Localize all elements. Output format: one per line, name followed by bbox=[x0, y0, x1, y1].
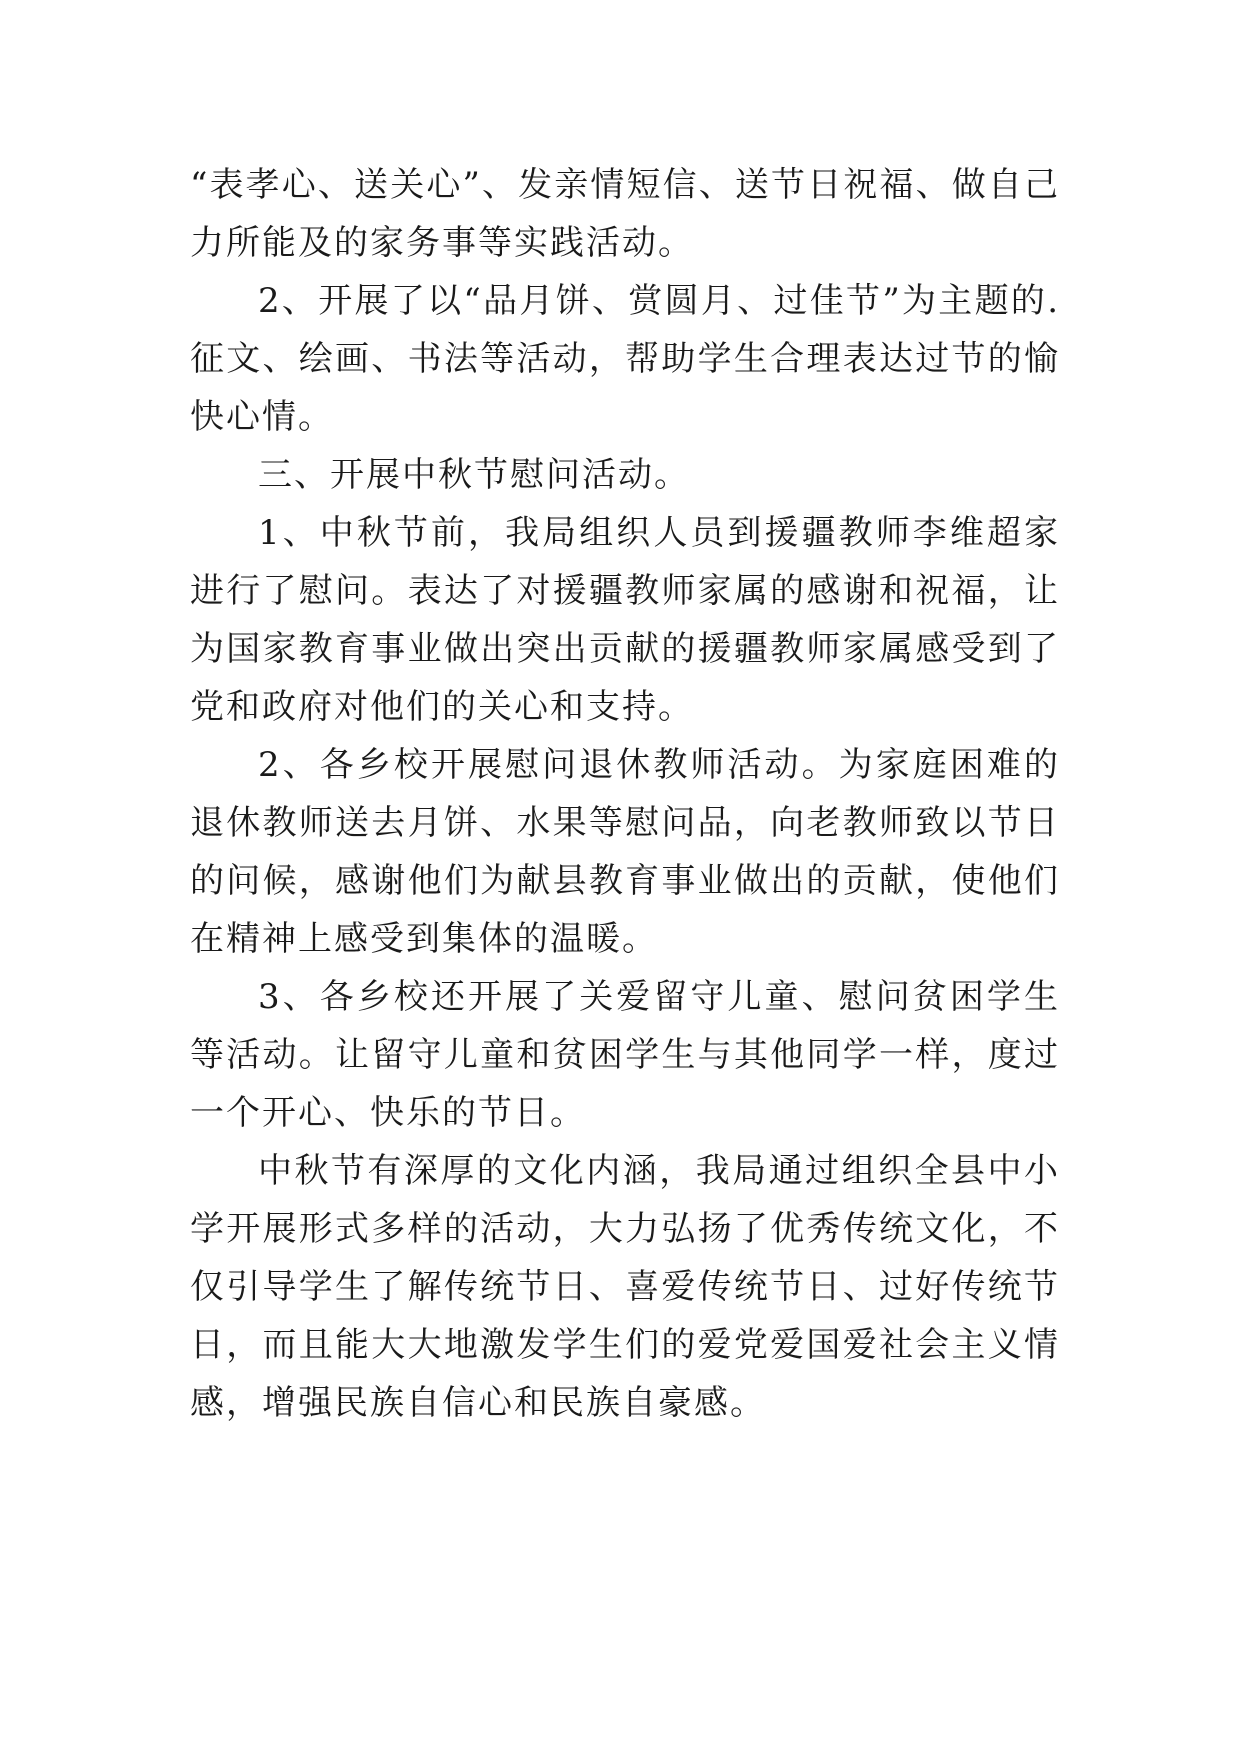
section-heading-condolence-activities: 三、开展中秋节慰问活动。 bbox=[258, 455, 690, 495]
paragraph-item-1-teacher-visit: 1、中秋节前，我局组织人员到援疆教师李维超家进行了慰问。表达了对援疆教师家属的感谢和祝福，让为国家教育事业做出突出贡献的援疆教师家属感受到了党和政府对他们的关心和支持。 bbox=[190, 513, 1060, 727]
document-body bbox=[190, 156, 1060, 1432]
paragraph-item-2-retired-teachers: 2、各乡校开展慰问退休教师活动。为家庭困难的退休教师送去月饼、水果等慰问品，向老教师致以节日的问候，感谢他们为献县教育事业做出的贡献，使他们在精神上感受到集体的温暖。 bbox=[190, 745, 1060, 959]
paragraph-item-2-essay-activities: 2、开展了以“品月饼、赏圆月、过佳节”为主题的.征文、绘画、书法等活动，帮助学生合理表达过节的愉快心情。 bbox=[190, 281, 1060, 437]
paragraph-continuation: “表孝心、送关心”、发亲情短信、送节日祝福、做自己力所能及的家务事等实践活动。 bbox=[190, 165, 1060, 263]
paragraph-conclusion: 中秋节有深厚的文化内涵，我局通过组织全县中小学开展形式多样的活动，大力弘扬了优秀传统文化，不仅引导学生了解传统节日、喜爱传统节日、过好传统节日，而且能大大地激发学生们的爱党爱国爱社会主义情感，增强民族自信心和民族自豪感。 bbox=[190, 1151, 1060, 1423]
paragraph-item-3-left-behind-children: 3、各乡校还开展了关爱留守儿童、慰问贫困学生等活动。让留守儿童和贫困学生与其他同学一样，度过一个开心、快乐的节日。 bbox=[190, 977, 1060, 1133]
